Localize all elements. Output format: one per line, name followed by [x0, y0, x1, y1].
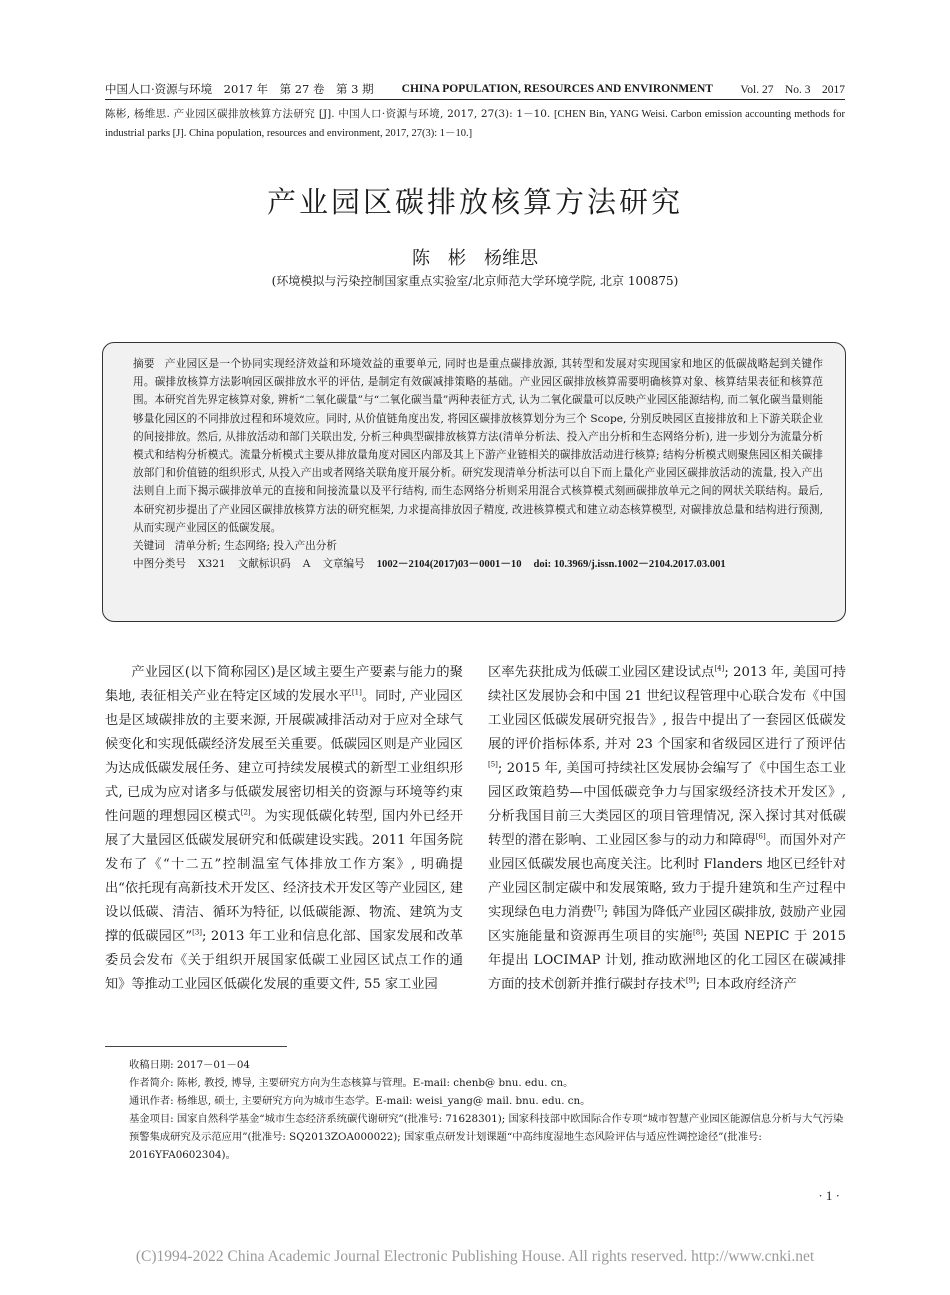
journal-en: CHINA POPULATION, RESOURCES AND ENVIRONMENT: [401, 83, 713, 95]
body-paragraph-continued: [488, 661, 846, 997]
doi: doi: 10.3969/j.issn.1002－2104.2017.03.001: [533, 559, 726, 571]
doc-code-label: 文献标识码: [237, 558, 291, 571]
page-number: · 1 ·: [818, 1188, 840, 1203]
article-no-label: 文章编号: [322, 558, 365, 571]
footnotes: [105, 1056, 847, 1164]
journal-cn: 中国人口·资源与环境 2017 年 第 27 卷 第 3 期: [105, 82, 374, 96]
abstract-text: 产业园区是一个协同实现经济效益和环境效益的重要单元, 同时也是重点碳排放源, 其转型和发展对实现国家和地区的低碳战略起到关键作用。碳排放核算方法影响园区碳排放水平的评估, 是制定有效碳减排策略的基础。产业园区碳排放核算需要明确核算对象、核算结果表征和核算范围。本研究首先界定核算对象, 辨析“二氧化碳量”与“二氧化碳当量”两种表征方式, 认为二氧化碳量可以反映产业园区能源结构, 而二氧化碳当量则能够量化园区的不同排放过程和环境效应。同时, 从价值链角度出发, 将园区碳排放核算划分为三个 Scope, 分别反映园区直接排放和上下游关联企业的间接排放。然后, 从排放活动和部门关联出发, 分析三种典型碳排放核算方法(清单分析法、投入产出分析和生态网络分析), 进一步划分为流量分析模式和结构分析模式。流量分析模式主要从排放量角度对园区内部及其上下游产业链相关的碳排放活动进行核算; 结构分析模式则聚焦园区相关碳排放部门和价值链的组织形式, 从投入产出或者网络关联角度开展分析。研究发现清单分析法可以自下而上量化产业园区碳排放活动的流量, 投入产出法则自上而下揭示碳排放单元的直接和间接流量以及平行结构, 而生态网络分析则采用混合式核算模式刻画碳排放单元之间的网状关联结构。最后, 本研究初步提出了产业园区碳排放核算方法的研究框架, 力求提高排放因子精度, 改进核算模式和建立动态核算模型, 对碳排放总量和结构进行预测, 从而实现产业园区的低碳发展。: [133, 358, 823, 534]
abstract-label: 摘要: [133, 358, 155, 370]
citation-ref: [6]: [755, 832, 766, 841]
author-info: 作者简介: 陈彬, 教授, 博导, 主要研究方向为生态核算与管理。E-mail: chenb@ bnu. edu. cn。: [129, 1077, 574, 1089]
citation-ref: [2]: [240, 808, 251, 817]
keywords-text: 清单分析; 生态网络; 投入产出分析: [174, 540, 337, 553]
citation: [105, 105, 845, 143]
body-column-right: [488, 661, 846, 997]
body-paragraph: [105, 661, 463, 997]
clc-label: 中图分类号: [133, 558, 186, 571]
citation-ref: [3]: [192, 928, 203, 937]
keywords: [133, 537, 823, 555]
citation-cn: 陈彬, 杨维思. 产业园区碳排放核算方法研究 [J]. 中国人口·资源与环境, 2017, 27(3): 1－10.: [105, 108, 551, 120]
body-text: 产业园区(以下简称园区)是区域主要生产要素与能力的聚集地, 表征相关产业在特定区域的发展水平: [105, 665, 463, 704]
header-rule: [105, 99, 845, 100]
running-header: [105, 80, 845, 98]
body-text: ; 2013 年, 美国可持续社区发展协会和中国 21 世纪议程管理中心联合发布《中国工业园区低碳发展研究报告》, 报告中提出了一套园区低碳发展的评价指标体系, 并对 23 个国家和省级园区进行了预评估: [488, 665, 846, 752]
copyright-watermark: (C)1994-2022 China Academic Journal Electronic Publishing House. All rights reserved. http://www.cnki.net: [135, 1248, 815, 1265]
body-column-left: [105, 661, 463, 997]
doc-code-value: A: [302, 558, 311, 571]
paper-title: 产业园区碳排放核算方法研究: [266, 185, 683, 219]
classification-row: [133, 555, 823, 574]
citation-ref: [7]: [593, 904, 604, 913]
citation-ref: [5]: [488, 760, 498, 769]
affiliation: (环境模拟与污染控制国家重点实验室/北京师范大学环境学院, 北京 100875): [271, 274, 679, 288]
body-text: ; 英国 NEPIC 于 2015 年提出 LOCIMAP 计划, 推动欧洲地区的化工园区在碳减排方面的技术创新并推行碳封存技术: [488, 929, 846, 992]
body-text: ; 韩国为降低产业园区碳排放, 鼓励产业园区实施能量和资源再生项目的实施: [488, 905, 846, 944]
body-text: 。为实现低碳化转型, 国内外已经开展了大量园区低碳发展研究和低碳建设实践。2011 年国务院发布了《“十二五”控制温室气体排放工作方案》, 明确提出“依托现有高新技术开发区、经济技术开发区等产业园区, 建设以低碳、清洁、循环为特征, 以低碳能源、物流、建筑为支撑的低碳园区”: [105, 809, 464, 944]
citation-ref: [8]: [693, 928, 703, 937]
body-text: 区率先获批成为低碳工业园区建设试点: [488, 665, 715, 680]
body-text: 。而国外对产业园区低碳发展也高度关注。比利时 Flanders 地区已经针对产业园区制定碳中和发展策略, 致力于提升建筑和生产过程中实现绿色电力消费: [488, 833, 847, 920]
funding: 基金项目: 国家自然科学基金“城市生态经济系统碳代谢研究”(批准号: 71628301); 国家科技部中欧国际合作专项“城市智慧产业园区能源信息分析与大气污染预警集成研究及示范应用”(批准号: SQ2013ZOA000022); 国家重点研发计划课题“中高纬度湿地生态风险评估与适应性调控途径”(批准号: 2016YFA0602304)。: [129, 1113, 844, 1161]
abstract-box: [102, 342, 846, 622]
clc-value: X321: [197, 558, 226, 571]
corresponding-author: 通讯作者: 杨维思, 硕士, 主要研究方向为城市生态学。E-mail: weisi_yang@ mail. bnu. edu. cn。: [129, 1095, 591, 1107]
citation-ref: [1]: [351, 688, 362, 697]
keywords-label: 关键词: [133, 540, 165, 553]
abstract: [133, 355, 823, 537]
article-no-value: 1002－2104(2017)03－0001－10: [376, 559, 522, 571]
body-text: ; 日本政府经济产: [695, 977, 797, 992]
body-text: ; 2013 年工业和信息化部、国家发展和改革委员会发布《关于组织开展国家低碳工业园区试点工作的通知》等推动工业园区低碳化发展的重要文件, 55 家工业园: [105, 929, 463, 992]
citation-ref: [9]: [685, 976, 696, 985]
body-text: ; 2015 年, 美国可持续社区发展协会编写了《中国生态工业园区政策趋势—中国低碳竞争力与国家级经济技术开发区》, 分析我国目前三大类园区的项目管理情况, 深入探讨其对低碳转型的潜在影响、工业园区参与的动力和障碍: [488, 761, 846, 848]
body-text: 。同时, 产业园区也是区域碳排放的主要来源, 开展碳减排活动对于应对全球气候变化和实现低碳经济发展至关重要。低碳园区则是产业园区为达成低碳发展任务、建立可持续发展模式的新型工业组织形式, 已成为应对诸多与低碳发展密切相关的资源与环境等约束性问题的理想园区模式: [105, 689, 463, 824]
received-date: 收稿日期: 2017－01－04: [129, 1059, 250, 1071]
volume-info: Vol. 27 No. 3 2017: [740, 84, 845, 96]
footnote-rule: [105, 1046, 287, 1047]
authors: 陈 彬 杨维思: [412, 248, 538, 269]
citation-ref: [4]: [714, 664, 725, 673]
citation-en: [CHEN Bin, YANG Weisi. Carbon emission accounting methods for industrial parks [J]. China population, resources and environment, 2017, 27(3): 1－10.]: [105, 109, 846, 139]
